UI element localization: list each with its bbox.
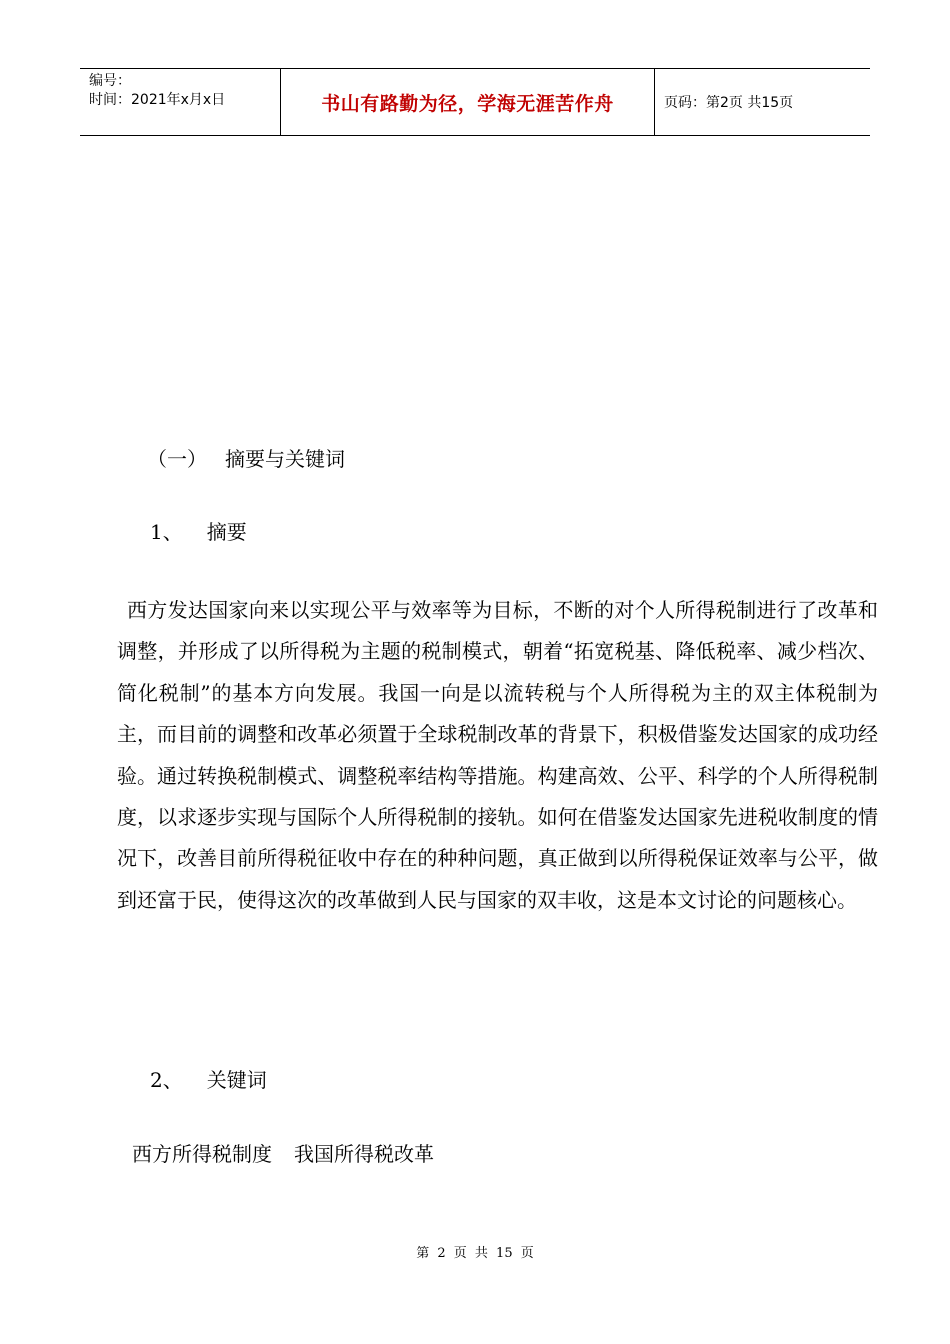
abstract-heading-number: 1、 bbox=[150, 520, 183, 544]
section-heading-number: （一） bbox=[147, 447, 207, 471]
header-page-cell bbox=[655, 69, 870, 135]
abstract-heading-title: 摘要 bbox=[206, 520, 247, 544]
page-footer: 第 2 页 共 15 页 bbox=[416, 1246, 534, 1261]
page-header bbox=[80, 68, 870, 136]
keywords-heading-number: 2、 bbox=[150, 1068, 183, 1092]
abstract-body: 西方发达国家向来以实现公平与效率等为目标，不断的对个人所得税制进行了改革和调整，并形成了以所得税为主题的税制模式，朝着“拓宽税基、降低税率、减少档次、简化税制”的基本方向发展。我国一向是以流转税与个人所得税为主的双主体税制为主，而目前的调整和改革必须置于全球税制改革的背景下，积极借鉴发达国家的成功经验。通过转换税制模式、调整税率结构等措施。构建高效、公平、科学的个人所得税制度，以求逐步实现与国际个人所得税制的接轨。如何在借鉴发达国家先进税收制度的情况下，改善目前所得税征收中存在的种种问题，真正做到以所得税保证效率与公平，做到还富于民，使得这次的改革做到人民与国家的双丰收，这是本文讨论的问题核心。 bbox=[117, 598, 878, 912]
document-number-label: 编号： bbox=[89, 73, 131, 89]
keywords-list bbox=[132, 1142, 434, 1166]
section-heading-title: 摘要与关键词 bbox=[225, 447, 345, 471]
keywords-heading bbox=[150, 1068, 267, 1092]
header-meta-cell bbox=[80, 69, 281, 135]
header-motto-cell bbox=[281, 69, 655, 135]
keyword-item: 西方所得税制度 bbox=[132, 1142, 272, 1166]
keywords-heading-title: 关键词 bbox=[206, 1068, 267, 1092]
document-date-label: 时间：2021年x月x日 bbox=[89, 92, 226, 108]
keyword-item: 我国所得税改革 bbox=[294, 1142, 434, 1166]
section-heading bbox=[147, 447, 345, 471]
header-motto: 书山有路勤为径，学海无涯苦作舟 bbox=[321, 92, 614, 115]
header-page-number: 页码：第2页 共15页 bbox=[664, 95, 794, 111]
abstract-heading bbox=[150, 520, 247, 544]
